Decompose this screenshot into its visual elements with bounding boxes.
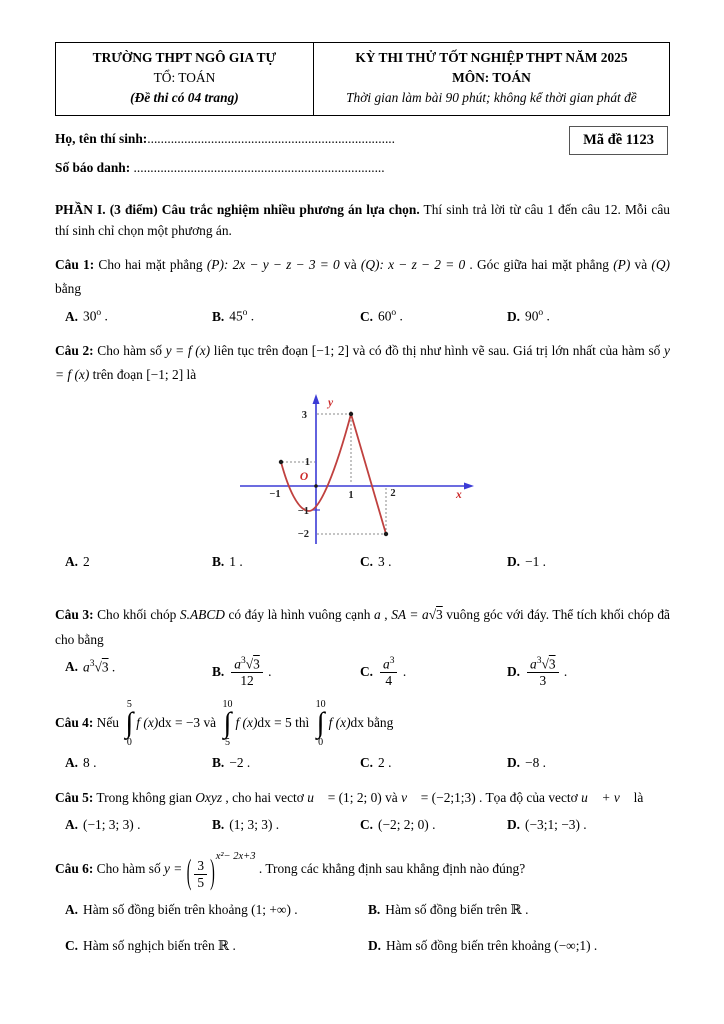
exam-subject: MÔN: TOÁN	[452, 70, 531, 86]
question-text	[55, 700, 670, 748]
question-text	[55, 786, 670, 810]
function-graph	[238, 392, 478, 547]
text-run: và	[630, 256, 652, 272]
right-paren: )	[210, 855, 215, 893]
page-count-note: (Đề thi có 04 trang)	[130, 90, 239, 106]
option-A	[65, 305, 212, 328]
x-axis-label: x	[456, 488, 462, 501]
text-run: liên tục trên đoạn	[210, 343, 312, 359]
option-B	[368, 899, 670, 922]
text-run: Cho khối chóp	[93, 607, 180, 623]
text-run: bằng	[363, 715, 394, 731]
square-root	[429, 607, 443, 622]
superscript: 3	[240, 655, 246, 666]
text-run: Trong không gian	[93, 789, 196, 805]
option-label: A.	[65, 308, 79, 324]
text-run: ℝ	[510, 902, 522, 917]
text-run: −1 .	[525, 553, 546, 569]
text-run: −8 .	[525, 754, 546, 770]
function-graph-svg	[238, 392, 478, 547]
y-axis-arrow	[313, 394, 320, 404]
text-run: Cho hàm số	[93, 860, 165, 876]
option-A	[65, 814, 212, 837]
fraction-denominator	[231, 672, 263, 689]
text-run: −2 .	[229, 754, 251, 770]
superscript: 3	[89, 658, 95, 669]
part1-heading-rest: Thí sinh trả lời từ câu 1 đến câu 12. Mỗi câu thí sinh chỉ chọn một phương án.	[55, 202, 670, 239]
svg-text:2: 2	[390, 487, 396, 499]
text-run: .	[560, 663, 568, 679]
option-C	[360, 814, 507, 837]
part1-heading-bold: PHẦN I. (3 điểm) Câu trắc nghiệm nhiều phương án lựa chọn.	[55, 202, 420, 218]
text-run: Cho hàm số	[93, 343, 166, 359]
options-row	[55, 814, 670, 837]
text-run: (Q): x − z − 2 = 0	[360, 256, 466, 272]
text-run: [−1; 2]	[311, 343, 349, 359]
option-label: A.	[65, 659, 79, 675]
text-run: = (−2;1;3)	[417, 789, 476, 805]
point-max	[349, 411, 353, 415]
text-run: Hàm số nghịch biến trên	[83, 937, 219, 953]
square-root	[246, 656, 260, 671]
text-run: .	[108, 659, 116, 675]
svg-text:1: 1	[348, 489, 354, 501]
option-label: A.	[65, 553, 79, 569]
text-run: (1; +∞)	[251, 902, 291, 917]
text-run: .	[396, 308, 403, 324]
text-run: dx	[350, 715, 364, 731]
option-label: D.	[507, 816, 521, 832]
square-root	[94, 659, 108, 674]
text-run: a	[530, 656, 537, 672]
integral	[316, 700, 326, 748]
exam-title: KỲ THI THỬ TỐT NGHIỆP THPT NĂM 2025	[355, 50, 628, 65]
option-label: A.	[65, 902, 79, 917]
text-run: f (x)	[235, 715, 258, 731]
option-B	[212, 305, 360, 328]
options-row	[55, 305, 670, 328]
options-row	[55, 752, 670, 775]
option-A	[65, 752, 212, 775]
text-run: và	[381, 789, 402, 805]
text-run: a	[234, 656, 241, 672]
text-run: 3 .	[378, 553, 392, 569]
integral	[222, 700, 232, 748]
text-run: .	[521, 902, 529, 917]
text-run: (−1; 3; 3) .	[83, 816, 141, 832]
fraction	[231, 656, 263, 690]
options-row	[55, 551, 670, 574]
text-run: Câu 3:	[55, 607, 94, 623]
text-run: Câu 2:	[55, 343, 94, 359]
question-2	[55, 339, 670, 573]
option-label: A.	[65, 754, 79, 770]
fraction	[380, 656, 397, 690]
option-label: A.	[65, 816, 79, 832]
text-run: Nếu	[93, 715, 123, 731]
text-run: (−3;1; −3) .	[525, 816, 587, 832]
text-run: 60	[378, 308, 392, 324]
fraction-numerator	[527, 656, 559, 673]
text-run: .	[290, 902, 298, 917]
exam-header	[55, 42, 670, 116]
option-C	[360, 656, 507, 690]
text-run: S.ABCD	[179, 607, 225, 623]
integral-upper: 10	[222, 699, 233, 711]
text-run: .	[264, 663, 272, 679]
superscript: 3	[536, 655, 542, 666]
question-text	[55, 603, 670, 651]
text-run: , cho hai vectơ	[222, 789, 308, 805]
text-run: v⃗	[401, 789, 418, 805]
candidate-name-dots: ..........................................................................	[147, 131, 395, 147]
svg-text:−2: −2	[297, 528, 309, 540]
fraction-numerator: 3	[197, 857, 205, 873]
svg-text:1: 1	[304, 456, 310, 468]
option-B	[212, 814, 360, 837]
text-run: dx = 5	[257, 715, 292, 731]
exam-code-badge: Mã đề 1123	[569, 126, 668, 155]
option-A	[65, 551, 212, 574]
text-run: 30	[83, 308, 97, 324]
text-run: là	[630, 789, 644, 805]
parenthesized-fraction-power	[186, 848, 256, 892]
text-run: 2	[83, 553, 90, 569]
svg-text:−1: −1	[297, 505, 309, 517]
option-label: C.	[65, 937, 79, 953]
text-run: f (x)	[328, 715, 351, 731]
option-C	[360, 551, 507, 574]
exam-duration: Thời gian làm bài 90 phút; không kể thời gian phát đề	[346, 90, 637, 106]
questions-list	[55, 253, 670, 958]
radical-sign: √	[428, 607, 437, 623]
integral-lower: 5	[224, 736, 230, 748]
question-3	[55, 603, 670, 689]
text-run: Hàm số đồng biến trên khoảng	[83, 902, 252, 917]
option-label: C.	[360, 663, 374, 679]
radicand: 3	[101, 659, 109, 675]
question-1	[55, 253, 670, 329]
text-run: 3	[539, 673, 547, 689]
radical-sign: √	[94, 659, 102, 675]
text-run: .	[247, 308, 255, 324]
text-run: y = f (x)	[55, 343, 670, 383]
radicand: 3	[548, 656, 556, 672]
candidate-id-label: Số báo danh:	[55, 160, 131, 176]
text-run: u⃗	[307, 789, 325, 805]
option-label: C.	[360, 308, 374, 324]
option-label: C.	[360, 816, 374, 832]
option-B	[212, 656, 360, 690]
option-A	[65, 656, 212, 690]
point-origin	[314, 484, 318, 488]
left-paren: (	[186, 855, 192, 893]
option-label: B.	[368, 902, 381, 917]
option-B	[212, 551, 360, 574]
option-label: D.	[507, 663, 521, 679]
text-run: . Trong các khẳng định sau khẳng định nào đúng?	[255, 860, 526, 876]
text-run: a	[383, 656, 390, 672]
radicand: 3	[253, 656, 260, 672]
text-run: a	[83, 659, 90, 675]
option-C	[65, 935, 368, 958]
text-run: SA = a	[391, 607, 429, 623]
text-run: Cho hai mặt phẳng	[94, 256, 207, 272]
options-row	[55, 656, 670, 690]
text-run: (P): 2x − y − z − 3 = 0	[206, 256, 340, 272]
option-label: B.	[212, 816, 225, 832]
text-run: 2 .	[378, 754, 392, 770]
text-run: 1 .	[229, 553, 243, 569]
text-run: Hàm số đồng biến trên	[385, 902, 511, 917]
option-C	[360, 752, 507, 775]
department: TỔ: TOÁN	[153, 70, 216, 86]
option-label: B.	[212, 308, 225, 324]
text-run: có đáy là hình vuông cạnh	[224, 607, 375, 623]
text-run: a	[374, 607, 381, 623]
integral-lower: 0	[126, 736, 132, 748]
text-run: và có đồ thị như hình vẽ sau. Giá trị lớn nhất của hàm số	[349, 343, 665, 359]
point-start	[279, 459, 283, 463]
text-run: 8 .	[83, 754, 97, 770]
superscript: o	[391, 308, 397, 319]
school-name: TRƯỜNG THPT NGÔ GIA TỰ	[92, 50, 277, 65]
text-run: Oxyz	[195, 789, 223, 805]
text-run: (P)	[613, 256, 631, 272]
text-run: và	[339, 256, 361, 272]
text-run: (−∞;1)	[554, 937, 591, 953]
option-C	[360, 305, 507, 328]
text-run: = (1; 2; 0)	[324, 789, 382, 805]
option-label: C.	[360, 553, 374, 569]
option-B	[212, 752, 360, 775]
option-label: B.	[212, 754, 225, 770]
question-text	[55, 848, 670, 892]
text-run: bằng	[55, 280, 82, 296]
fraction-denominator: 5	[194, 874, 207, 891]
text-run: trên đoạn	[89, 367, 147, 383]
text-run: Câu 6:	[55, 860, 94, 876]
integral-sign: ∫	[223, 707, 232, 740]
text-run: Câu 1:	[55, 256, 95, 272]
fraction-denominator	[527, 672, 559, 689]
svg-text:3: 3	[301, 409, 307, 421]
text-run: f (x)	[136, 715, 159, 731]
superscript: o	[538, 308, 544, 319]
text-run: là	[183, 367, 197, 383]
question-text	[55, 339, 670, 387]
part1-heading	[55, 200, 670, 242]
option-D	[368, 935, 670, 958]
point-end	[384, 531, 388, 535]
fraction-numerator	[231, 656, 263, 673]
text-run: [−1; 2]	[146, 367, 184, 383]
fraction	[194, 858, 207, 891]
option-label: D.	[507, 308, 521, 324]
header-school-cell	[56, 43, 314, 116]
superscript: 3	[389, 655, 395, 666]
text-run: ℝ	[218, 937, 230, 953]
option-D	[507, 656, 670, 690]
radicand: 3	[436, 607, 443, 623]
text-run: (Q)	[651, 256, 670, 272]
text-run: và	[200, 715, 220, 731]
integral-lower: 0	[318, 736, 324, 748]
fraction-denominator	[380, 672, 397, 689]
text-run: Câu 5:	[55, 789, 94, 805]
text-run: y = f (x)	[165, 343, 211, 359]
option-D	[507, 752, 670, 775]
option-label: B.	[212, 553, 225, 569]
text-run: ,	[380, 607, 392, 623]
x-axis-arrow	[464, 482, 474, 489]
option-label: D.	[507, 553, 521, 569]
question-6	[55, 848, 670, 958]
text-run: thì	[291, 715, 313, 731]
option-label: D.	[368, 937, 382, 953]
exponent: x²− 2x+3	[215, 850, 256, 862]
text-run: . Góc giữa hai mặt phẳng	[465, 256, 614, 272]
origin-label: O	[299, 470, 309, 483]
text-run: u⃗ + v⃗	[581, 789, 631, 805]
text-run: Câu 4:	[55, 715, 94, 731]
text-run: .	[399, 663, 407, 679]
text-run: 4	[385, 673, 393, 689]
text-run: . Tọa độ của vectơ	[475, 789, 582, 805]
curve-f	[281, 414, 386, 534]
radical-sign: √	[541, 656, 549, 672]
text-run: .	[543, 308, 550, 324]
option-label: D.	[507, 754, 521, 770]
integral-sign: ∫	[316, 707, 325, 740]
option-D	[507, 305, 670, 328]
candidate-id-dots: ...........................................................................	[133, 160, 385, 176]
text-run: .	[101, 308, 108, 324]
square-root	[541, 656, 555, 671]
option-D	[507, 551, 670, 574]
text-run: y =	[164, 860, 186, 876]
integral-upper: 10	[315, 699, 326, 711]
text-run: vuông góc với đáy. Thể tích khối chóp đã cho bằng	[55, 607, 670, 647]
svg-text:−1: −1	[269, 488, 281, 500]
text-run: 45	[229, 308, 243, 324]
integral-sign: ∫	[125, 707, 134, 740]
question-text	[55, 253, 670, 301]
candidate-name-label: Họ, tên thí sinh:	[55, 131, 148, 147]
header-exam-cell	[313, 43, 669, 116]
option-D	[507, 814, 670, 837]
superscript: o	[242, 308, 248, 319]
text-run: .	[229, 937, 236, 953]
radical-sign: √	[245, 656, 254, 672]
text-run: (1; 3; 3) .	[229, 816, 280, 832]
options-row	[55, 899, 670, 958]
option-label: B.	[212, 663, 225, 679]
option-label: C.	[360, 754, 374, 770]
text-run: Hàm số đồng biến trên khoảng	[386, 937, 555, 953]
question-5	[55, 786, 670, 837]
integral-upper: 5	[126, 699, 132, 711]
fraction	[527, 656, 559, 690]
text-run: 90	[525, 308, 539, 324]
y-axis-label: y	[328, 396, 334, 409]
option-A	[65, 899, 368, 922]
text-run: 12	[240, 673, 254, 689]
text-run: (−2; 2; 0) .	[378, 816, 436, 832]
integral	[125, 700, 133, 748]
candidate-section	[55, 131, 670, 176]
text-run: .	[590, 937, 598, 953]
fraction-numerator	[380, 656, 397, 673]
text-run: dx = −3	[158, 715, 201, 731]
question-4	[55, 700, 670, 774]
candidate-id-line	[55, 160, 670, 176]
superscript: o	[96, 308, 102, 319]
